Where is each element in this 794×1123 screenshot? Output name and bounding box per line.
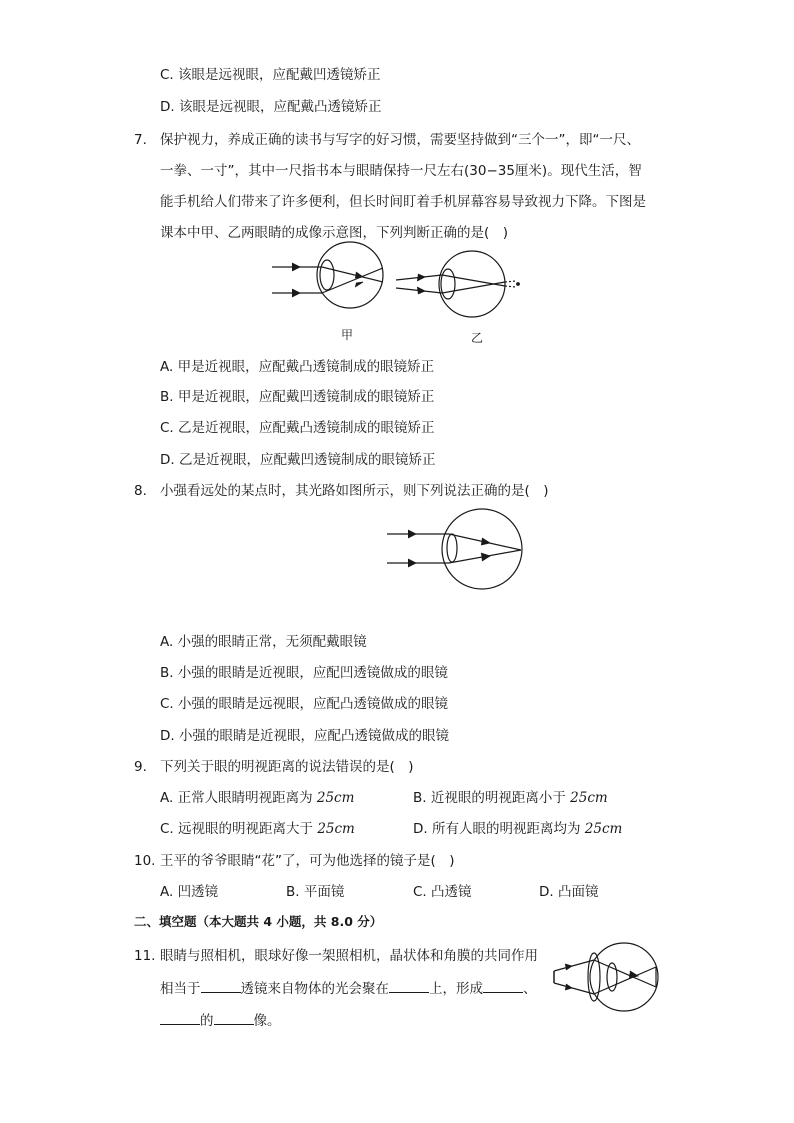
q9-option-a-text: A. 正常人眼睛明视距离为 <box>160 790 317 806</box>
q9-option-c-unit: 25cm <box>317 821 355 837</box>
q9-option-b <box>413 789 608 807</box>
q10-option-a: A. 凹透镜 <box>160 884 219 900</box>
q11-line3-part2: 像。 <box>253 1013 281 1029</box>
q11-blank-2[interactable] <box>389 978 429 993</box>
q9-text: 下列关于眼的明视距离的说法错误的是( ) <box>160 759 414 775</box>
q9-option-d-text: D. 所有人眼的明视距离均为 <box>413 821 585 837</box>
q9-option-d <box>413 820 622 838</box>
eye-jia-lens <box>320 260 334 290</box>
q11-eye-diagram <box>552 938 662 1030</box>
q11-line2-part1: 相当于 <box>160 981 201 997</box>
q10-option-b: B. 平面镜 <box>286 884 345 900</box>
q7-text-line1: 保护视力，养成正确的读书与写字的好习惯，需要坚持做到“三个一”，即“一尺、 <box>160 132 640 148</box>
q7-label-jia: 甲 <box>341 328 354 342</box>
q7-label-yi: 乙 <box>471 331 484 345</box>
q9-number: 9. <box>134 759 147 775</box>
q8-text: 小强看远处的某点时，其光路如图所示，则下列说法正确的是( ) <box>160 483 549 499</box>
q11-line2-part3: 上，形成 <box>429 981 483 997</box>
q11-text-line1: 眼睛与照相机，眼球好像一架照相机，晶状体和角膜的共同作用 <box>160 948 538 964</box>
q11-blank-3[interactable] <box>483 978 523 993</box>
q8-eye-diagram <box>385 510 525 595</box>
q7-text-line4: 课本中甲、乙两眼睛的成像示意图，下列判断正确的是( ) <box>160 225 509 241</box>
q7-text-line3: 能手机给人们带来了许多便利，但长时间盯着手机屏幕容易导致视力下降。下图是 <box>160 194 646 210</box>
section-2-title: 二、填空题（本大题共 4 小题，共 8.0 分） <box>134 914 383 929</box>
q10-option-d: D. 凸面镜 <box>539 884 599 900</box>
q8-lens <box>447 534 457 562</box>
q11-text-line2 <box>160 978 537 998</box>
q9-option-b-unit: 25cm <box>570 790 608 806</box>
q7-option-c: C. 乙是近视眼，应配戴凸透镜制成的眼镜矫正 <box>160 420 435 436</box>
q9-option-c <box>160 820 355 838</box>
q8-option-b: B. 小强的眼睛是近视眼，应配凹透镜做成的眼镜 <box>160 665 448 681</box>
q11-number: 11. <box>134 948 156 964</box>
q7-option-a: A. 甲是近视眼，应配戴凸透镜制成的眼镜矫正 <box>160 359 435 375</box>
q8-eyeball <box>442 509 522 589</box>
q11-line2-part4: 、 <box>523 981 537 997</box>
q6-option-c: C. 该眼是远视眼，应配戴凹透镜矫正 <box>160 67 381 83</box>
q7-text-line2: 一拳、一寸”，其中一尺指书本与眼睛保持一尺左右(30−35厘米)。现代生活，智 <box>160 163 642 179</box>
q8-number: 8. <box>134 483 147 499</box>
q8-option-d: D. 小强的眼睛是近视眼，应配凸透镜做成的眼镜 <box>160 728 449 744</box>
q11-text-line3 <box>160 1010 281 1030</box>
q9-option-a <box>160 789 354 807</box>
q11-blank-1[interactable] <box>201 978 241 993</box>
eye-yi-lens <box>441 269 455 299</box>
q10-text: 王平的爷爷眼睛“花”了，可为他选择的镜子是( ) <box>160 853 455 869</box>
q11-line3-part1: 的 <box>200 1013 214 1029</box>
q8-option-c: C. 小强的眼睛是远视眼，应配凸透镜做成的眼镜 <box>160 696 449 712</box>
q11-blank-4[interactable] <box>160 1010 200 1025</box>
q10-number: 10. <box>134 853 156 869</box>
eye-jia-eyeball <box>317 242 383 308</box>
q7-number: 7. <box>134 132 147 148</box>
q7-eye-diagram <box>260 242 530 352</box>
q8-option-a: A. 小强的眼睛正常，无须配戴眼镜 <box>160 634 367 650</box>
q11-line2-part2: 透镜来自物体的光会聚在 <box>240 981 389 997</box>
q9-option-d-unit: 25cm <box>584 821 623 837</box>
q9-option-c-text: C. 远视眼的明视距离大于 <box>160 821 318 837</box>
q7-option-d: D. 乙是近视眼，应配戴凹透镜制成的眼镜矫正 <box>160 452 436 468</box>
q9-option-b-text: B. 近视眼的明视距离小于 <box>413 790 571 806</box>
q6-option-d: D. 该眼是远视眼，应配戴凸透镜矫正 <box>160 99 382 115</box>
q11-blank-5[interactable] <box>214 1010 254 1025</box>
q7-option-b: B. 甲是近视眼，应配戴凹透镜制成的眼镜矫正 <box>160 389 435 405</box>
q9-option-a-unit: 25cm <box>316 790 355 806</box>
q10-option-c: C. 凸透镜 <box>413 884 472 900</box>
